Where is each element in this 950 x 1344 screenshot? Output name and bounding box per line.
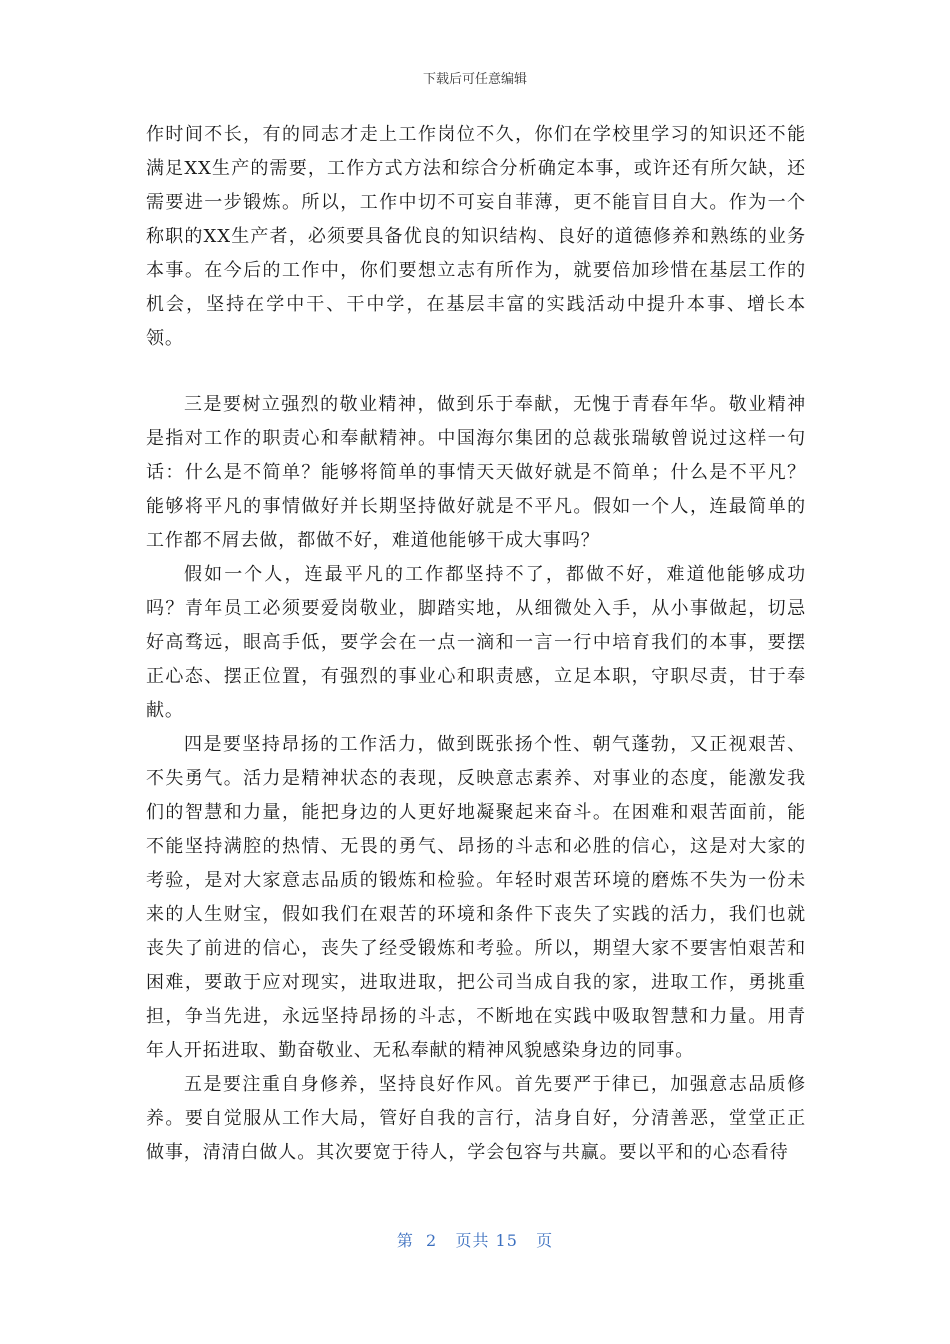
paragraph-vitality: 四是要坚持昂扬的工作活力，做到既张扬个性、朝气蓬勃，又正视艰苦、不失勇气。活力是精神状态的表现，反映意志素养、对事业的态度，能激发我们的智慧和力量，能把身边的人更好地凝聚起来奋斗。在困难和艰苦面前，能不能坚持满腔的热情、无畏的勇气、昂扬的斗志和必胜的信心，这是对大家的考验，是对大家意志品质的锻炼和检验。年轻时艰苦环境的磨炼不失为一份未来的人生财宝，假如我们在艰苦的环境和条件下丧失了实践的活力，我们也就丧失了前进的信心，丧失了经受锻炼和考验。所以，期望大家不要害怕艰苦和困难，要敢于应对现实，进取进取，把公司当成自我的家，进取工作，勇挑重担，争当先进，永远坚持昂扬的斗志，不断地在实践中吸取智慧和力量。用青年人开拓进取、勤奋敬业、无私奉献的精神风貌感染身边的同事。 [146,734,806,1061]
page-header: 下载后可任意编辑 [422,72,527,87]
paragraph-continuation: 作时间不长，有的同志才走上工作岗位不久，你们在学校里学习的知识还不能满足XX生产的需要，工作方式方法和综合分析确定本事，或许还有所欠缺，还需要进一步锻炼。所以，工作中切不可妄自菲薄，更不能盲目自大。作为一个称职的XX生产者，必须要具备优良的知识结构、良好的道德修养和熟练的业务本事。在今后的工作中，你们要想立志有所作为，就要倍加珍惜在基层工作的机会，坚持在学中干、干中学，在基层丰富的实践活动中提升本事、增长本领。 [146,124,806,349]
paragraph-dedication: 三是要树立强烈的敬业精神，做到乐于奉献，无愧于青春年华。敬业精神是指对工作的职责心和奉献精神。中国海尔集团的总裁张瑞敏曾说过这样一句话：什么是不简单？能够将简单的事情天天做好就是不简单；什么是不平凡？能够将平凡的事情做好并长期坚持做好就是不平凡。假如一个人，连最简单的工作都不屑去做，都做不好，难道他能够干成大事吗？ [146,394,806,551]
paragraph-self-cultivation: 五是要注重自身修养，坚持良好作风。首先要严于律已，加强意志品质修养。要自觉服从工作大局，管好自我的言行，洁身自好，分清善恶，堂堂正正做事，清清白做人。其次要宽于待人，学会包容与共赢。要以平和的心态看待 [146,1074,806,1163]
page-footer: 第 2 页共 15 页 [396,1231,554,1250]
document-body [146,118,806,1170]
paragraph-ordinary-work: 假如一个人，连最平凡的工作都坚持不了，都做不好，难道他能够成功吗？青年员工必须要爱岗敬业，脚踏实地，从细微处入手，从小事做起，切忌好高骛远，眼高手低，要学会在一点一滴和一言一行中培育我们的本事，要摆正心态、摆正位置，有强烈的事业心和职责感，立足本职，守职尽责，甘于奉献。 [146,564,806,721]
paragraph-gap [146,356,806,388]
